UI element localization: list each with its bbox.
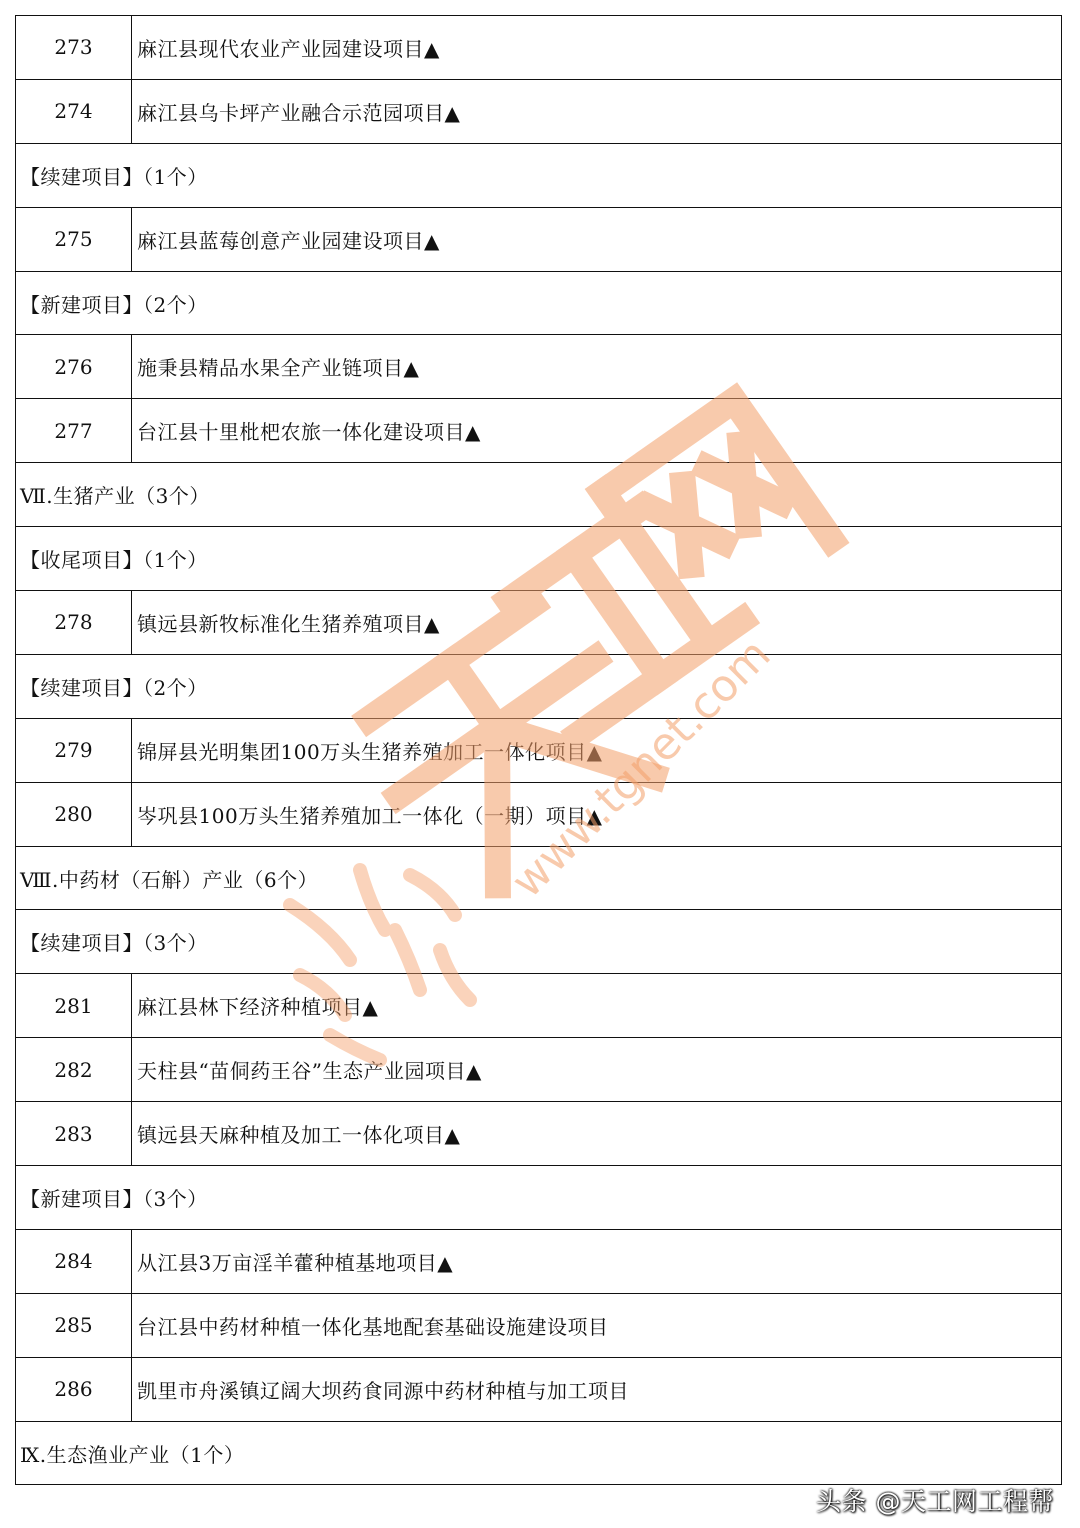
section-header-row: [16, 272, 1061, 336]
category-header: Ⅷ.中药材（石斛）产业（6个）: [20, 867, 319, 892]
row-number: 283: [16, 1102, 132, 1165]
project-name: 岑巩县100万头生猪养殖加工一体化（一期）项目▲: [137, 803, 603, 828]
project-name: 麻江县林下经济种植项目▲: [137, 995, 379, 1020]
row-number: 277: [16, 399, 132, 462]
project-name: 麻江县现代农业产业园建设项目▲: [137, 36, 440, 61]
table-row: [16, 591, 1061, 655]
row-number: 279: [16, 719, 132, 782]
row-number: 284: [16, 1230, 132, 1293]
table-row: [16, 1102, 1061, 1166]
row-number: 281: [16, 974, 132, 1037]
project-table: [15, 15, 1062, 1485]
table-row: [16, 335, 1061, 399]
row-number: 274: [16, 80, 132, 143]
table-row: [16, 719, 1061, 783]
project-name: 镇远县天麻种植及加工一体化项目▲: [137, 1123, 461, 1148]
table-row: [16, 1230, 1061, 1294]
project-name: 锦屏县光明集团100万头生猪养殖加工一体化项目▲: [137, 739, 603, 764]
row-number: 275: [16, 208, 132, 271]
project-name: 凯里市舟溪镇辽阔大坝药食同源中药材种植与加工项目: [137, 1378, 629, 1403]
project-name: 镇远县新牧标准化生猪养殖项目▲: [137, 611, 440, 636]
table-row: [16, 80, 1061, 144]
section-header: 【续建项目】（1个）: [20, 164, 208, 189]
project-name: 从江县3万亩淫羊藿种植基地项目▲: [137, 1250, 454, 1275]
section-header-row: [16, 144, 1061, 208]
section-header-row: [16, 527, 1061, 591]
category-header-row: [16, 463, 1061, 527]
footer-credit: 头条 @天工网工程帮: [816, 1487, 1054, 1516]
project-name: 台江县中药材种植一体化基地配套基础设施建设项目: [137, 1314, 609, 1339]
row-number: 285: [16, 1294, 132, 1357]
project-name: 台江县十里枇杷农旅一体化建设项目▲: [137, 420, 481, 445]
table-row: [16, 208, 1061, 272]
row-number: 273: [16, 16, 132, 79]
table-row: [16, 783, 1061, 847]
table-row: [16, 1358, 1061, 1422]
row-number: 286: [16, 1358, 132, 1421]
category-header: Ⅶ.生猪产业（3个）: [20, 484, 210, 509]
row-number: 282: [16, 1038, 132, 1101]
category-header-row: [16, 847, 1061, 911]
section-header-row: [16, 1166, 1061, 1230]
row-number: 280: [16, 783, 132, 846]
table-row: [16, 1294, 1061, 1358]
project-name: 天柱县“苗侗药王谷”生态产业园项目▲: [137, 1059, 482, 1084]
row-number: 276: [16, 335, 132, 398]
project-name: 麻江县蓝莓创意产业园建设项目▲: [137, 228, 440, 253]
table-row: [16, 399, 1061, 463]
category-header-row: [16, 1422, 1061, 1486]
section-header: 【收尾项目】（1个）: [20, 548, 208, 573]
table-row: [16, 974, 1061, 1038]
section-header: 【续建项目】（3个）: [20, 931, 208, 956]
row-number: 278: [16, 591, 132, 654]
section-header: 【续建项目】（2个）: [20, 675, 208, 700]
watermark-url: www.tgnet.com: [501, 628, 781, 908]
section-header-row: [16, 655, 1061, 719]
section-header: 【新建项目】（3个）: [20, 1186, 208, 1211]
table-row: [16, 16, 1061, 80]
section-header: 【新建项目】（2个）: [20, 292, 208, 317]
project-name: 施秉县精品水果全产业链项目▲: [137, 356, 420, 381]
category-header: Ⅸ.生态渔业产业（1个）: [20, 1442, 245, 1467]
section-header-row: [16, 910, 1061, 974]
table-row: [16, 1038, 1061, 1102]
project-name: 麻江县乌卡坪产业融合示范园项目▲: [137, 100, 461, 125]
